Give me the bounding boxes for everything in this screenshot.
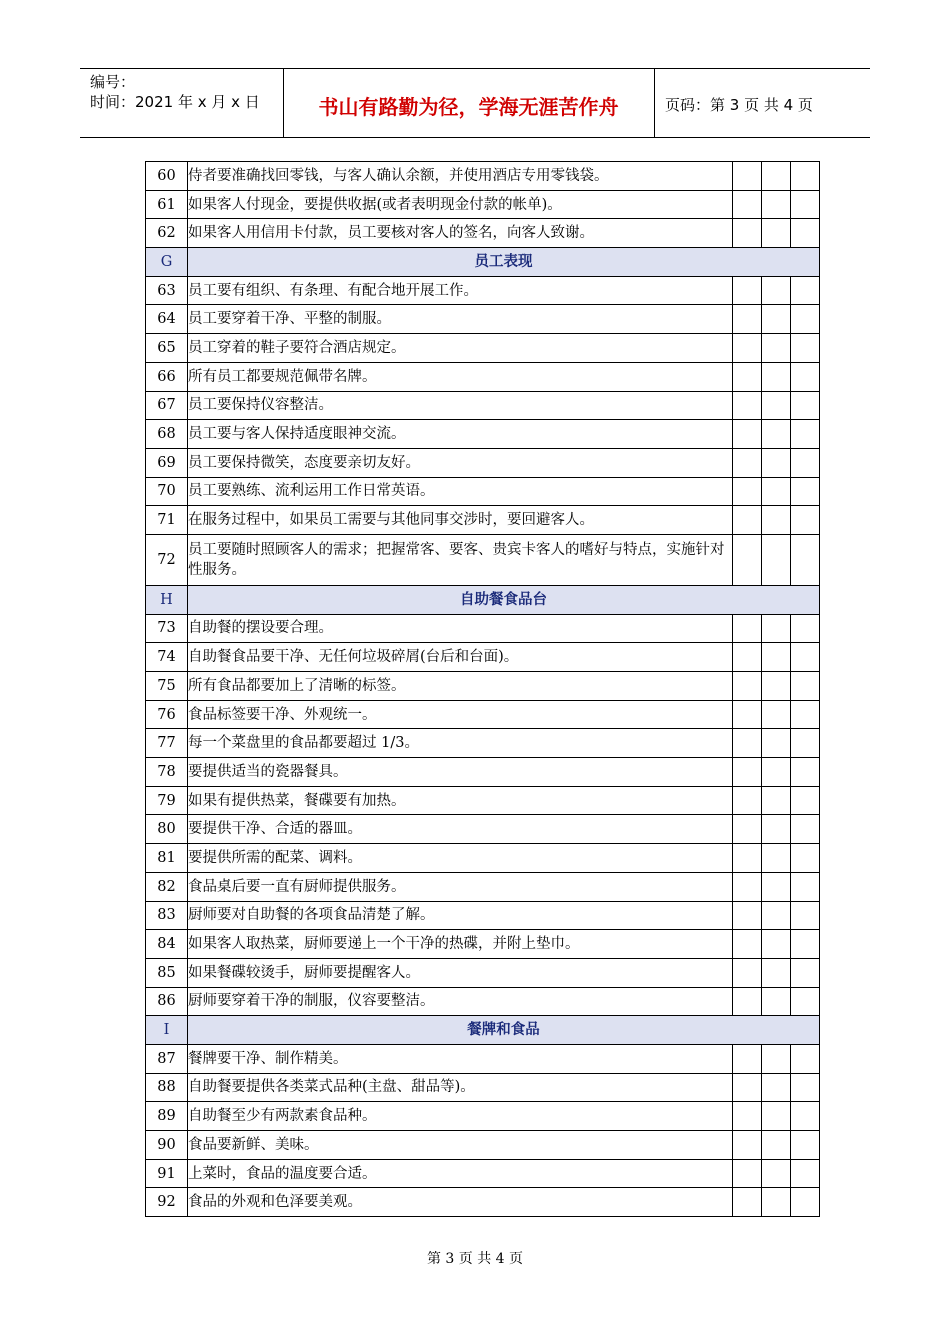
check-cell[interactable] — [791, 643, 820, 672]
checklist-row — [146, 334, 820, 363]
item-number: 83 — [146, 901, 188, 930]
checklist-row — [146, 362, 820, 391]
check-cell[interactable] — [791, 1044, 820, 1073]
item-text: 每一个菜盘里的食品都要超过 1/3。 — [188, 729, 733, 758]
checklist-row — [146, 448, 820, 477]
check-cell[interactable] — [733, 391, 762, 420]
check-cell[interactable] — [733, 901, 762, 930]
item-text: 如果有提供热菜，餐碟要有加热。 — [188, 786, 733, 815]
item-text: 自助餐要提供各类菜式品种(主盘、甜品等)。 — [188, 1073, 733, 1102]
check-cell[interactable] — [733, 614, 762, 643]
check-cell[interactable] — [733, 958, 762, 987]
check-cell[interactable] — [733, 477, 762, 506]
check-cell[interactable] — [733, 987, 762, 1016]
item-text: 食品桌后要一直有厨师提供服务。 — [188, 872, 733, 901]
check-cell[interactable] — [791, 958, 820, 987]
item-text: 自助餐至少有两款素食品种。 — [188, 1102, 733, 1131]
item-text: 员工要随时照顾客人的需求；把握常客、要客、贵宾卡客人的嗜好与特点，实施针对性服务。 — [188, 534, 733, 585]
check-cell[interactable] — [762, 276, 791, 305]
check-cell[interactable] — [733, 448, 762, 477]
check-cell[interactable] — [791, 219, 820, 248]
item-number: 92 — [146, 1188, 188, 1217]
check-cell[interactable] — [791, 1131, 820, 1160]
item-number: 61 — [146, 190, 188, 219]
check-cell[interactable] — [733, 219, 762, 248]
check-cell[interactable] — [762, 391, 791, 420]
checklist-row — [146, 958, 820, 987]
check-cell[interactable] — [791, 729, 820, 758]
section-header-row — [146, 585, 820, 614]
check-cell[interactable] — [791, 448, 820, 477]
item-number: 78 — [146, 758, 188, 787]
check-cell[interactable] — [762, 672, 791, 701]
check-cell[interactable] — [791, 362, 820, 391]
check-cell[interactable] — [733, 872, 762, 901]
item-text: 餐牌要干净、制作精美。 — [188, 1044, 733, 1073]
check-cell[interactable] — [733, 729, 762, 758]
check-cell[interactable] — [762, 506, 791, 535]
check-cell[interactable] — [733, 844, 762, 873]
item-text: 员工要与客人保持适度眼神交流。 — [188, 420, 733, 449]
item-number: 66 — [146, 362, 188, 391]
check-cell[interactable] — [762, 219, 791, 248]
checklist-row — [146, 1131, 820, 1160]
checklist-row — [146, 643, 820, 672]
section-header-row — [146, 1016, 820, 1045]
check-cell[interactable] — [733, 643, 762, 672]
check-cell[interactable] — [791, 815, 820, 844]
header-page-info: 页码：第 3 页 共 4 页 — [665, 96, 813, 114]
checklist-row — [146, 190, 820, 219]
check-cell[interactable] — [791, 930, 820, 959]
check-cell[interactable] — [791, 1073, 820, 1102]
check-cell[interactable] — [791, 672, 820, 701]
section-letter: H — [146, 585, 188, 614]
check-cell[interactable] — [791, 534, 820, 585]
check-cell[interactable] — [733, 362, 762, 391]
checklist-row — [146, 700, 820, 729]
section-letter: I — [146, 1016, 188, 1045]
section-title: 餐牌和食品 — [188, 1016, 820, 1045]
check-cell[interactable] — [762, 534, 791, 585]
checklist-row — [146, 1188, 820, 1217]
item-number: 69 — [146, 448, 188, 477]
check-cell[interactable] — [762, 1188, 791, 1217]
item-text: 厨师要穿着干净的制服，仪容要整洁。 — [188, 987, 733, 1016]
item-number: 62 — [146, 219, 188, 248]
check-cell[interactable] — [733, 1044, 762, 1073]
check-cell[interactable] — [762, 844, 791, 873]
item-number: 63 — [146, 276, 188, 305]
item-number: 89 — [146, 1102, 188, 1131]
item-text: 厨师要对自助餐的各项食品清楚了解。 — [188, 901, 733, 930]
check-cell[interactable] — [733, 1188, 762, 1217]
check-cell[interactable] — [762, 815, 791, 844]
check-cell[interactable] — [791, 901, 820, 930]
check-cell[interactable] — [762, 1044, 791, 1073]
check-cell[interactable] — [762, 614, 791, 643]
checklist-row — [146, 758, 820, 787]
check-cell[interactable] — [762, 872, 791, 901]
item-text: 侍者要准确找回零钱，与客人确认余额，并使用酒店专用零钱袋。 — [188, 162, 733, 191]
checklist-row — [146, 219, 820, 248]
section-title: 自助餐食品台 — [188, 585, 820, 614]
check-cell[interactable] — [791, 700, 820, 729]
item-number: 65 — [146, 334, 188, 363]
checklist-row — [146, 987, 820, 1016]
check-cell[interactable] — [733, 786, 762, 815]
check-cell[interactable] — [762, 1102, 791, 1131]
item-number: 75 — [146, 672, 188, 701]
check-cell[interactable] — [733, 930, 762, 959]
check-cell[interactable] — [791, 758, 820, 787]
date-label: 时间：2021 年 x 月 x 日 — [90, 93, 260, 111]
check-cell[interactable] — [791, 162, 820, 191]
checklist-row — [146, 534, 820, 585]
item-text: 自助餐食品要干净、无任何垃圾碎屑(台后和台面)。 — [188, 643, 733, 672]
item-text: 员工要有组织、有条理、有配合地开展工作。 — [188, 276, 733, 305]
item-number: 88 — [146, 1073, 188, 1102]
checklist-row — [146, 1102, 820, 1131]
item-text: 所有食品都要加上了清晰的标签。 — [188, 672, 733, 701]
check-cell[interactable] — [791, 276, 820, 305]
item-number: 85 — [146, 958, 188, 987]
code-label: 编号： — [90, 73, 136, 91]
item-text: 要提供所需的配菜、调料。 — [188, 844, 733, 873]
item-number: 70 — [146, 477, 188, 506]
check-cell[interactable] — [791, 872, 820, 901]
item-number: 73 — [146, 614, 188, 643]
item-number: 84 — [146, 930, 188, 959]
checklist-row — [146, 1159, 820, 1188]
check-cell[interactable] — [733, 305, 762, 334]
check-cell[interactable] — [762, 477, 791, 506]
check-cell[interactable] — [733, 420, 762, 449]
check-cell[interactable] — [762, 643, 791, 672]
check-cell[interactable] — [762, 1073, 791, 1102]
check-cell[interactable] — [733, 534, 762, 585]
checklist-row — [146, 930, 820, 959]
checklist-row — [146, 844, 820, 873]
check-cell[interactable] — [791, 844, 820, 873]
checklist-row — [146, 162, 820, 191]
check-cell[interactable] — [791, 420, 820, 449]
item-text: 所有员工都要规范佩带名牌。 — [188, 362, 733, 391]
check-cell[interactable] — [762, 758, 791, 787]
check-cell[interactable] — [733, 190, 762, 219]
item-text: 要提供适当的瓷器餐具。 — [188, 758, 733, 787]
item-number: 91 — [146, 1159, 188, 1188]
item-text: 员工要保持微笑，态度要亲切友好。 — [188, 448, 733, 477]
check-cell[interactable] — [733, 758, 762, 787]
check-cell[interactable] — [762, 334, 791, 363]
check-cell[interactable] — [733, 1073, 762, 1102]
item-text: 员工要穿着干净、平整的制服。 — [188, 305, 733, 334]
checklist-row — [146, 276, 820, 305]
item-number: 87 — [146, 1044, 188, 1073]
item-number: 79 — [146, 786, 188, 815]
item-number: 81 — [146, 844, 188, 873]
item-text: 员工穿着的鞋子要符合酒店规定。 — [188, 334, 733, 363]
check-cell[interactable] — [791, 786, 820, 815]
checklist-row — [146, 815, 820, 844]
item-number: 60 — [146, 162, 188, 191]
checklist-row — [146, 1073, 820, 1102]
check-cell[interactable] — [733, 506, 762, 535]
item-text: 上菜时，食品的温度要合适。 — [188, 1159, 733, 1188]
check-cell[interactable] — [791, 305, 820, 334]
checklist-row — [146, 614, 820, 643]
check-cell[interactable] — [791, 1102, 820, 1131]
check-cell[interactable] — [733, 162, 762, 191]
check-cell[interactable] — [762, 448, 791, 477]
check-cell[interactable] — [762, 958, 791, 987]
check-cell[interactable] — [733, 1159, 762, 1188]
header-divider — [654, 69, 655, 137]
checklist-row — [146, 305, 820, 334]
checklist-row — [146, 1044, 820, 1073]
page-footer: 第 3 页 共 4 页 — [426, 1251, 524, 1267]
item-text: 在服务过程中，如果员工需要与其他同事交涉时，要回避客人。 — [188, 506, 733, 535]
check-cell[interactable] — [791, 1188, 820, 1217]
check-cell[interactable] — [762, 1131, 791, 1160]
header-meta — [90, 72, 260, 112]
check-cell[interactable] — [762, 1159, 791, 1188]
checklist-table — [145, 161, 820, 1217]
item-text: 自助餐的摆设要合理。 — [188, 614, 733, 643]
page-header — [80, 68, 870, 138]
checklist-row — [146, 506, 820, 535]
check-cell[interactable] — [762, 305, 791, 334]
check-cell[interactable] — [791, 614, 820, 643]
check-cell[interactable] — [791, 477, 820, 506]
check-cell[interactable] — [733, 1102, 762, 1131]
item-number: 77 — [146, 729, 188, 758]
checklist-row — [146, 786, 820, 815]
item-text: 如果客人付现金，要提供收据(或者表明现金付款的帐单)。 — [188, 190, 733, 219]
checklist-row — [146, 391, 820, 420]
item-text: 如果餐碟较烫手，厨师要提醒客人。 — [188, 958, 733, 987]
section-title: 员工表现 — [188, 248, 820, 277]
check-cell[interactable] — [733, 276, 762, 305]
section-header-row — [146, 248, 820, 277]
checklist-row — [146, 420, 820, 449]
check-cell[interactable] — [791, 334, 820, 363]
item-number: 82 — [146, 872, 188, 901]
check-cell[interactable] — [791, 190, 820, 219]
check-cell[interactable] — [762, 930, 791, 959]
check-cell[interactable] — [762, 700, 791, 729]
item-number: 76 — [146, 700, 188, 729]
section-letter: G — [146, 248, 188, 277]
check-cell[interactable] — [762, 362, 791, 391]
checklist-row — [146, 477, 820, 506]
item-text: 食品标签要干净、外观统一。 — [188, 700, 733, 729]
item-number: 71 — [146, 506, 188, 535]
check-cell[interactable] — [733, 700, 762, 729]
item-text: 如果客人用信用卡付款，员工要核对客人的签名，向客人致谢。 — [188, 219, 733, 248]
item-text: 要提供干净、合适的器皿。 — [188, 815, 733, 844]
item-text: 员工要熟练、流利运用工作日常英语。 — [188, 477, 733, 506]
checklist-row — [146, 672, 820, 701]
item-number: 67 — [146, 391, 188, 420]
check-cell[interactable] — [762, 190, 791, 219]
item-text: 员工要保持仪容整洁。 — [188, 391, 733, 420]
checklist-body — [146, 162, 820, 1217]
check-cell[interactable] — [762, 901, 791, 930]
checklist-row — [146, 729, 820, 758]
item-number: 86 — [146, 987, 188, 1016]
check-cell[interactable] — [791, 987, 820, 1016]
item-number: 80 — [146, 815, 188, 844]
item-text: 食品要新鲜、美味。 — [188, 1131, 733, 1160]
check-cell[interactable] — [791, 1159, 820, 1188]
check-cell[interactable] — [733, 1131, 762, 1160]
check-cell[interactable] — [762, 786, 791, 815]
check-cell[interactable] — [791, 506, 820, 535]
item-number: 74 — [146, 643, 188, 672]
checklist-row — [146, 901, 820, 930]
check-cell[interactable] — [762, 162, 791, 191]
check-cell[interactable] — [791, 391, 820, 420]
item-text: 如果客人取热菜，厨师要递上一个干净的热碟，并附上垫巾。 — [188, 930, 733, 959]
check-cell[interactable] — [733, 815, 762, 844]
check-cell[interactable] — [762, 420, 791, 449]
check-cell[interactable] — [733, 334, 762, 363]
check-cell[interactable] — [762, 987, 791, 1016]
item-number: 90 — [146, 1131, 188, 1160]
item-number: 72 — [146, 534, 188, 585]
checklist-row — [146, 872, 820, 901]
item-number: 64 — [146, 305, 188, 334]
check-cell[interactable] — [762, 729, 791, 758]
item-text: 食品的外观和色泽要美观。 — [188, 1188, 733, 1217]
item-number: 68 — [146, 420, 188, 449]
header-motto: 书山有路勤为径，学海无涯苦作舟 — [318, 95, 619, 119]
check-cell[interactable] — [733, 672, 762, 701]
